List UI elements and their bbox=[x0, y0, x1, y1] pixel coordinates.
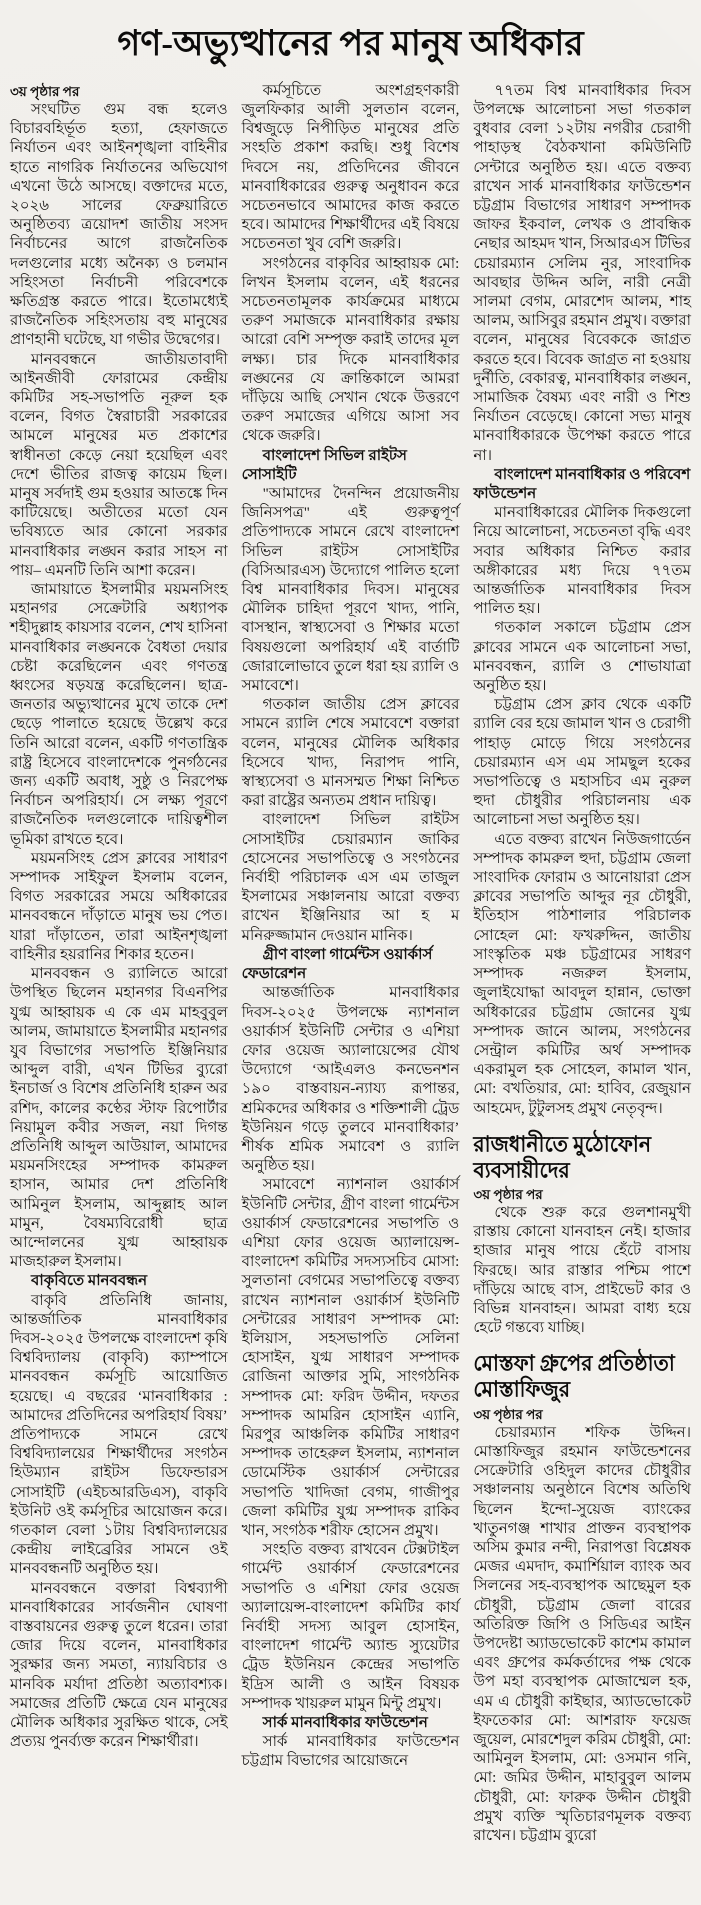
paragraph: আন্তর্জাতিক মানবাধিকার দিবস-২০২৫ উপলক্ষে ন্যাশনাল ওয়ার্কার্স ইউনিটি সেন্টার ও এশিয়া ফোর ওয়েজ অ্যালায়েন্সের যৌথ উদ্যোগে ‘আইএলও কনভেনশন ১৯০ বাস্তবায়ন-ন্যায্য রূপান্তর, শ্রমিকদের অধিকার ও শক্তিশালী ট্রেড ইউনিয়ন গড়ে তুলবে মানবাধিকার’ শীর্ষক শ্রমিক সমাবেশ ও র‍্যালি অনুষ্ঠিত হয়। bbox=[241, 985, 460, 1175]
continued-from-note: ৩য় পৃষ্ঠার পর bbox=[473, 1406, 543, 1422]
paragraph: বাকৃবি প্রতিনিধি জানায়, আন্তর্জাতিক মানবাধিকার দিবস-২০২৫ উপলক্ষে বাংলাদেশ কৃষি বিশ্ববিদ্যালয় (বাকৃবি) ক্যাম্পাসে মানববন্ধন কর্মসূচি আয়োজিত হয়েছে। এ বছরের ‘মানবাধিকার : আমাদের প্রতিদিনের অপরিহার্য বিষয়’ প্রতিপাদ্যকে সামনে রেখে বিশ্ববিদ্যালয়ের শিক্ষার্থীদের সংগঠন হিউম্যান রাইটস ডিফেন্ডারস সোসাইটি (এইচআরডিএস), বাকৃবি ইউনিট ওই কর্মসূচির আয়োজন করে। গতকাল বেলা ১টায় বিশ্ববিদ্যালয়ের কেন্দ্রীয় লাইব্রেরির সামনে ওই মানববন্ধনটি অনুষ্ঠিত হয়। bbox=[10, 1292, 228, 1578]
subheading: বাকৃবিতে মানববন্ধন bbox=[31, 1273, 148, 1290]
paragraph: মানববন্ধনে বক্তারা বিশ্বব্যাপী মানবাধিকারের সার্বজনীন ঘোষণা বাস্তবায়নের গুরুত্ব তুলে ধরেন। তারা জোর দিয়ে বলেন, মানবাধিকার সুরক্ষার জন্য সমতা, ন্যায়বিচার ও মানবিক মর্যাদা প্রতিষ্ঠা অত্যাবশ্যক। সমাজের প্রতিটি ক্ষেত্রে যেন মানুষের মৌলিক অধিকার সুরক্ষিত থাকে, সেই প্রত্যয় পুনর্ব্যক্ত করেন শিক্ষার্থীরা। bbox=[10, 1580, 228, 1751]
article-headline: রাজধানীতে মুঠোফোন ব্যবসায়ীদের bbox=[473, 1132, 652, 1183]
paragraph: মানববন্ধন ও র‍্যালিতে আরো উপস্থিত ছিলেন মহানগর বিএনপির যুগ্ম আহ্বায়ক এ কে এম মাহবুবুল আলম, জামায়াতে ইসলামীর মহানগর যুব বিভাগের সভাপতি ইঞ্জিনিয়ার আব্দুল বারী, এখন টিভির ব্যুরো ইনচার্জ ও বিশেষ প্রতিনিধি হারুন অর রশিদ, কালের কণ্ঠের স্টাফ রিপোর্টার নিয়ামুল কবীর সজল, নয়া দিগন্ত প্রতিনিধি আব্দুল আউয়াল, আমাদের ময়মনসিংহের সম্পাদক কামরুল হাসান, আমার দেশ প্রতিনিধি আমিনুল ইসলাম, আব্দুল্লাহ আল মামুন, বৈষম্যবিরোধী ছাত্র আন্দোলনের যুগ্ম আহ্বায়ক মাজহারুল ইসলাম। bbox=[10, 966, 228, 1271]
subheading: সার্ক মানবাধিকার ফাউন্ডেশন bbox=[262, 1715, 428, 1732]
paragraph: গতকাল জাতীয় প্রেস ক্লাবের সামনে র‍্যালি শেষে সমাবেশে বক্তারা বলেন, মানুষের মৌলিক অধিকার হিসেবে খাদ্য, নিরাপদ পানি, স্বাস্থ্যসেবা ও মানসম্মত শিক্ষা নিশ্চিত করা রাষ্ট্রের অন্যতম প্রধান দায়িত্ব। bbox=[241, 697, 460, 810]
subheading: বাংলাদেশ সিভিল রাইটস সোসাইটি bbox=[241, 447, 407, 483]
paragraph: "আমাদের দৈনন্দিন প্রয়োজনীয় জিনিসপত্র" এই গুরুত্বপূর্ণ প্রতিপাদ্যকে সামনে রেখে বাংলাদেশ সিভিল রাইটস সোসাইটির (বিসিআরএস) উদ্যোগে পালিত হলো বিশ্ব মানবাধিকার দিবস। মানুষের মৌলিক চাহিদা পূরণে খাদ্য, পানি, বাসস্থান, স্বাস্থ্যসেবা ও শিক্ষার মতো বিষয়গুলো অপরিহার্য এই বার্তাটি জোরালোভাবে তুলে ধরা হয় র‍্যালি ও সমাবেশে। bbox=[241, 486, 460, 695]
column-3 bbox=[473, 82, 691, 1847]
paragraph: কর্মসূচিতে অংশগ্রহণকারী জুলফিকার আলী সুলতান বলেন, বিশ্বজুড়ে নিপীড়িত মানুষের প্রতি সংহতি প্রকাশ করছি। শুধু বিশেষ দিবসে নয়, প্রতিদিনের জীবনে মানবাধিকারের গুরুত্ব অনুধাবন করে সচেতনভাবে আমাদের কাজ করতে হবে। আমাদের শিক্ষার্থীদের এই বিষয়ে সচেতনতা খুব বেশি জরুরি। bbox=[241, 82, 460, 253]
paragraph: গতকাল সকালে চট্টগ্রাম প্রেস ক্লাবের সামনে এক আলোচনা সভা, মানববন্ধন, র‍্যালি ও শোভাযাত্রা অনুষ্ঠিত হয়। bbox=[473, 620, 692, 695]
paragraph: সংঘটিত গুম বন্ধ হলেও বিচারবহির্ভূত হত্যা, হেফাজতে নির্যাতন এবং আইনশৃঙ্খলা বাহিনীর হাতে নাগরিক নির্যাতনের অভিযোগ এখনো উঠে আসছে। বক্তাদের মতে, ২০২৬ সালের ফেব্রুয়ারিতে অনুষ্ঠিতব্য ত্রয়োদশ জাতীয় সংসদ নির্বাচনের আগে রাজনৈতিক দলগুলোর মধ্যে অনৈক্য ও চলমান সহিংসতা নির্বাচনী পরিবেশকে ক্ষতিগ্রস্ত করতে পারে। ইতোমধ্যেই রাজনৈতিক সহিংসতায় বহু মানুষের প্রাণহানী ঘটেছে, যা গভীর উদ্বেগের। bbox=[10, 101, 228, 349]
continued-from-note: ৩য় পৃষ্ঠার পর bbox=[10, 83, 80, 99]
page-headline: গণ-অভ্যুত্থানের পর মানুষ অধিকার bbox=[117, 24, 584, 63]
paragraph: ৭৭তম বিশ্ব মানবাধিকার দিবস উপলক্ষে আলোচনা সভা গতকাল বুধবার বেলা ১২টায় নগরীর চেরাগী পাহাড়স্থ বৈঠকখানা কমিউনিটি সেন্টারে অনুষ্ঠিত হয়। এতে বক্তব্য রাখেন সার্ক মানবাধিকার ফাউন্ডেশন চট্টগ্রাম বিভাগের সাধারণ সম্পাদক জাফর ইকবাল, লেখক ও প্রাবন্ধিক নেছার আহমদ খান, সিআরএস টিভির চেয়ারম্যান সেলিম নুর, সাংবাদিক আবছার উদ্দিন অলি, নারী নেত্রী সালমা বেগম, মোরশেদ আলম, শাহ আলম, আসিবুর রহমান প্রমুখ। বক্তারা বলেন, মানুষের বিবেককে জাগ্রত করতে হবে। বিবেক জাগ্রত না হওয়ায় দুর্নীতি, বেকারত্ব, মানবাধিকার লঙ্ঘন, সামাজিক বৈষম্য এবং নারী ও শিশু নির্যাতন বেড়েছে। কোনো সভ্য মানুষ মানবাধিকারকে উপেক্ষা করতে পারে না। bbox=[473, 82, 692, 464]
paragraph: মানবাধিকারের মৌলিক দিকগুলো নিয়ে আলোচনা, সচেতনতা বৃদ্ধি এবং সবার অধিকার নিশ্চিত করার অঙ্গীকারের মধ্য দিয়ে ৭৭তম আন্তর্জাতিক মানবাধিকার দিবস পালিত হয়। bbox=[473, 505, 692, 618]
paragraph: চেয়ারম্যান শফিক উদ্দিন। মোস্তাফিজুর রহমান ফাউন্ডেশনের সেক্রেটারি ওহিদুল কাদের চৌধুরীর সঞ্চালনায় অনুষ্ঠানে বিশেষ অতিথি ছিলেন ইন্দো-সুয়েজ ব্যাংকের খাতুনগঞ্জ শাখার প্রাক্তন ব্যবস্থাপক অসিম কুমার নন্দী, নিরাপত্তা বিশ্লেষক মেজর এমদাদ, কমার্শিয়াল ব্যাংক অব সিলনের সহ-ব্যবস্থাপক আছেমুল হক চৌধুরী, চট্টগ্রাম জেলা বারের অতিরিক্ত জিপি ও সিডিএর আইন উপদেষ্টা অ্যাডভোকেট কাশেম কামাল এবং গ্রুপের কর্মকর্তাদের পক্ষ থেকে উপ মহা ব্যবস্থাপক মোজাম্মেল হক, এম এ চৌধুরী কাইছার, অ্যাডভোকেট ইফতেকার মো: আশরাফ ফয়েজ জুয়েল, মোরশেদুল করিম চৌধুরী, মো: আমিনুল ইসলাম, মো: ওসমান গনি, মো: জমির উদ্দীন, মাহাবুবুল আলম চৌধুরী, মো: ফারুক উদ্দীন চৌধুরী প্রমুখ ব্যক্তি স্মৃতিচারণমূলক বক্তব্য রাখেন। চট্টগ্রাম ব্যুরো bbox=[473, 1424, 692, 1845]
subheading: বাংলাদেশ মানবাধিকার ও পরিবেশ ফাউন্ডেশন bbox=[473, 466, 691, 503]
paragraph: সমাবেশে ন্যাশনাল ওয়ার্কার্স ইউনিটি সেন্টার, গ্রীণ বাংলা গার্মেন্টস ওয়ার্কার্স ফেডারেশনের সভাপতি ও এশিয়া ফোর ওয়েজ অ্যালায়েন্স-বাংলাদেশ কমিটির সদস্যসচিব মোসা: সুলতানা বেগমের সভাপতিত্বে বক্তব্য রাখেন ন্যাশনাল ওয়ার্কার্স ইউনিটি সেন্টারের সাধারণ সম্পাদক মো: ইলিয়াস, সহসভাপতি সেলিনা হোসাইন, যুগ্ম সাধারণ সম্পাদক রোজিনা আক্তার সুমি, সাংগঠনিক সম্পাদক মো: ফরিদ উদ্দীন, দফতর সম্পাদক আমরিন হোসাইন এ্যানি, মিরপুর আঞ্চলিক কমিটির সাধারণ সম্পাদক তাহেরুল ইসলাম, ন্যাশনাল ডোমেস্টিক ওয়ার্কার্স সেন্টারের সভাপতি খাদিজা বেগম, গাজীপুর জেলা কমিটির যুগ্ম সম্পাদক রাকিব খান, সংগঠক শরীফ হোসেন প্রমুখ। bbox=[241, 1177, 460, 1539]
paragraph: ময়মনসিংহ প্রেস ক্লাবের সাধারণ সম্পাদক সাইফুল ইসলাম বলেন, বিগত সরকারের সময়ে অধিকারের মানববন্ধনে দাঁড়াতে মানুষ ভয় পেত। যারা দাঁড়াতেন, তারা আইনশৃঙ্খলা বাহিনীর হয়রানির শিকার হতেন। bbox=[10, 850, 228, 963]
paragraph: বাংলাদেশ সিভিল রাইটস সোসাইটির চেয়ারম্যান জাকির হোসেনের সভাপতিত্বে ও সংগঠনের নির্বাহী পরিচালক এস এম তাজুল ইসলামের সঞ্চালনায় আরো বক্তব্য রাখেন ইঞ্জিনিয়ার আ হ ম মনিরুজ্জামান দেওয়ান মানিক। bbox=[241, 812, 460, 944]
column-1 bbox=[10, 82, 228, 1753]
article-columns bbox=[10, 82, 691, 1847]
paragraph: থেকে শুরু করে গুলশানমুখী রাস্তায় কোনো যানবাহন নেই। হাজার হাজার মানুষ পায়ে হেঁটে বাসায় ফিরছে। আর রাস্তার পশ্চিম পাশে দাঁড়িয়ে আছে বাস, প্রাইভেট কার ও বিভিন্ন যানবাহন। আমরা বাধ্য হয়ে হেটে গন্তব্যে যাচ্ছি। bbox=[473, 1205, 692, 1337]
paragraph: সংগঠনের বাকৃবির আহ্বায়ক মো: লিখন ইসলাম বলেন, এই ধরনের সচেতনতামূলক কার্যক্রমের মাধ্যমে তরুণ সমাজকে মানবাধিকার রক্ষায় আরো বেশি সম্পৃক্ত করাই তাদের মূল লক্ষ্য। চার দিকে মানবাধিকার লঙ্ঘনের যে ক্রান্তিকালে আমরা দাঁড়িয়ে আছি সেখান থেকে উত্তরণে তরুণ সমাজের এগিয়ে আসা সব থেকে জরুরি। bbox=[241, 255, 460, 445]
paragraph: মানববন্ধনে জাতীয়তাবাদী আইনজীবী ফোরামের কেন্দ্রীয় কমিটির সহ-সভাপতি নূরুল হক বলেন, বিগত স্বৈরাচারী সরকারের আমলে মানুষের মত প্রকাশের স্বাধীনতা কেড়ে নেয়া হয়েছিল এবং দেশে ভীতির রাজত্ব কায়েম ছিল। মানুষ সর্বদাই গুম হওয়ার আতঙ্কে দিন কাটিয়েছে। অতীতের মতো যেন ভবিষ্যতে আর কোনো সরকার মানবাধিকার লঙ্ঘন করার সাহস না পায়– এমনটি তিনি আশা করেন। bbox=[10, 351, 228, 579]
paragraph: চট্টগ্রাম প্রেস ক্লাব থেকে একটি র‍্যালি বের হয়ে জামাল খান ও চেরাগী পাহাড় মোড়ে গিয়ে সংগঠনের চেয়ারম্যান এস এম সামছুল হকের সভাপতিত্বে ও মহাসচিব এম নুরুল হুদা চৌধুরীর পরিচালনায় এক আলোচনা সভা অনুষ্ঠিত হয়। bbox=[473, 697, 692, 829]
continued-from-note: ৩য় পৃষ্ঠার পর bbox=[473, 1186, 543, 1202]
column-2 bbox=[242, 82, 460, 1772]
paragraph: সংহতি বক্তব্য রাখবেন টেক্সটাইল গার্মেন্ট ওয়ার্কার্স ফেডারেশনের সভাপতি ও এশিয়া ফোর ওয়েজ অ্যালায়েন্স-বাংলাদেশ কমিটির কার্য নির্বাহী সদস্য আবুল হোসাইন, বাংলাদেশ গার্মেন্ট অ্যান্ড স্যুয়েটার ট্রেড ইউনিয়ন কেন্দ্রের সভাপতি ইদ্রিস আলী ও আইন বিষয়ক সম্পাদক খায়রুল মামুন মিন্টু প্রমুখ। bbox=[241, 1542, 460, 1712]
paragraph: এতে বক্তব্য রাখেন নিউজগার্ডেন সম্পাদক কামরুল হুদা, চট্টগ্রাম জেলা সাংবাদিক ফোরাম ও আনোয়ারা প্রেস ক্লাবের সভাপতি আব্দুর নূর চৌধুরী, ইতিহাস পাঠশালার পরিচালক সোহেল মো: ফখরুদ্দিন, জাতীয় সাংস্কৃতিক মঞ্চ চট্টগ্রামের সাধরণ সম্পাদক নজরুল ইসলাম, জুলাইযোদ্ধা আবদুল হান্নান, ভোক্তা অধিকারের চট্টগ্রাম জোনের যুগ্ম সম্পাদক জানে আলম, সংগঠনের সেন্ট্রাল কমিটির অর্থ সম্পাদক একরামুল হক সোহেল, কামাল খান, মো: বখতিয়ার, মো: হাবিব, রেজুয়ান আহমেদ, টুটুলসহ প্রমুখ নেতৃবৃন্দ। bbox=[473, 831, 692, 1117]
subheading: গ্রীণ বাংলা গার্মেন্টস ওয়ার্কার্স ফেডারেশন bbox=[241, 946, 433, 983]
article-headline: মোস্তফা গ্রুপের প্রতিষ্ঠাতা মোস্তাফিজুর bbox=[473, 1352, 675, 1402]
paragraph: সার্ক মানবাধিকার ফাউন্ডেশন চট্টগ্রাম বিভাগের আয়োজনে bbox=[241, 1734, 460, 1770]
paragraph: জামায়াতে ইসলামীর ময়মনসিংহ মহানগর সেক্রেটারি অধ্যাপক শহীদুল্লাহ কায়সার বলেন, শেখ হাসিনা মানবাধিকার লঙ্ঘনকে বৈধতা দেয়ার চেষ্টা করেছিলেন এবং গণতন্ত্র ধ্বংসের ষড়যন্ত্র করেছিলেন। ছাত্র-জনতার অভ্যুত্থানের মুখে তাকে দেশ ছেড়ে পালাতে হয়েছে উল্লেখ করে তিনি আরো বলেন, একটি গণতান্ত্রিক রাষ্ট্র হিসেবে বাংলাদেশকে পুনর্গঠনের জন্য একটি অবাধ, সুষ্ঠু ও নিরপেক্ষ নির্বাচন অপরিহার্য। সে লক্ষ্য পূরণে রাজনৈতিক দলগুলোকে দায়িত্বশীল ভূমিকা রাখতে হবে। bbox=[10, 582, 228, 848]
